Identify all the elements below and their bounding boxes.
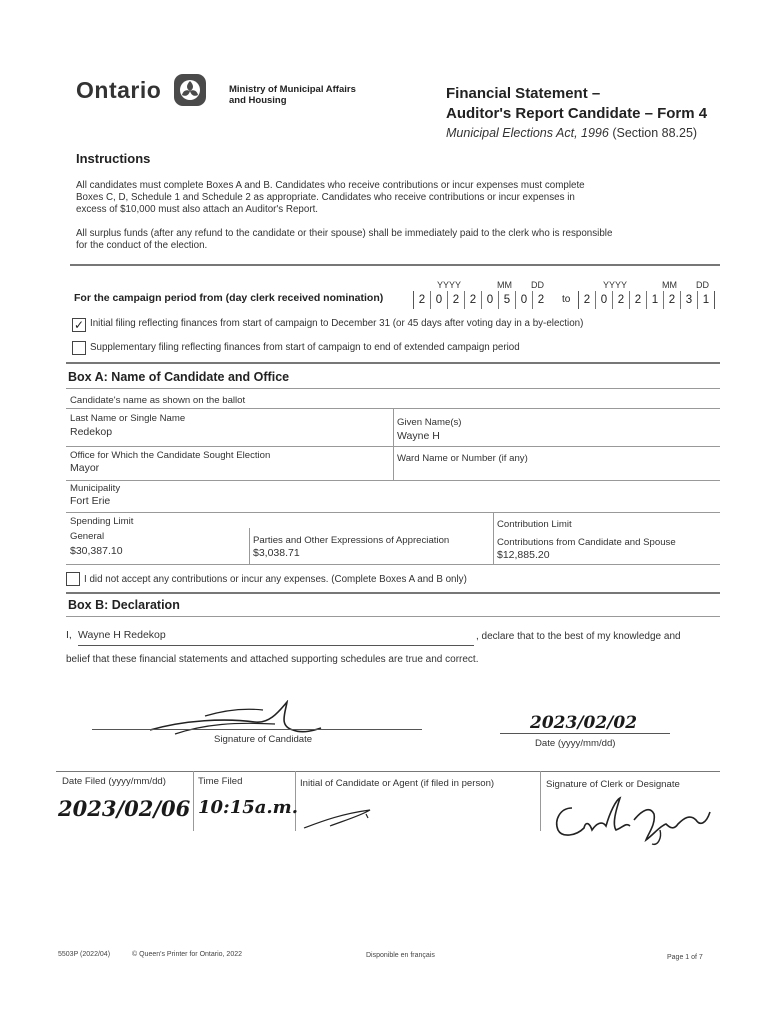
filing-top-rule bbox=[56, 771, 720, 772]
act-section: (Section 88.25) bbox=[612, 126, 698, 140]
contribution-limit-field[interactable]: $12,885.20 bbox=[497, 549, 550, 561]
supplementary-filing-label: Supplementary filing reflecting finances from start of campaign to end of extended campaign period bbox=[90, 342, 520, 353]
date-filed-handwritten[interactable]: 2023/02/06 bbox=[58, 796, 191, 821]
name-column-divider bbox=[393, 408, 394, 480]
to-digit: 2 bbox=[612, 291, 629, 309]
initial-filing-label: Initial filing reflecting finances from start of campaign to December 31 (or 45 days after voting day in a by-election) bbox=[90, 318, 584, 329]
to-digit: 2 bbox=[578, 291, 595, 309]
instructions-heading: Instructions bbox=[76, 151, 151, 166]
ontario-logo-text: Ontario bbox=[76, 77, 162, 103]
to-digit: 1 bbox=[697, 291, 715, 309]
date-label: Date (yyyy/mm/dd) bbox=[535, 738, 616, 749]
from-dd-header: DD bbox=[531, 280, 544, 290]
contribution-column-divider bbox=[493, 512, 494, 564]
limits-divider bbox=[66, 564, 720, 565]
municipality-label: Municipality bbox=[70, 483, 121, 494]
filing-divider-3 bbox=[540, 771, 541, 831]
supplementary-filing-checkbox[interactable] bbox=[72, 341, 86, 355]
from-digit: 2 bbox=[447, 291, 464, 309]
form-code: 5503P (2022/04) bbox=[58, 951, 111, 958]
ward-label: Ward Name or Number (if any) bbox=[397, 453, 528, 464]
to-yyyy-header: YYYY bbox=[603, 280, 628, 290]
name-divider bbox=[66, 446, 720, 447]
date-filed-label: Date Filed (yyyy/mm/dd) bbox=[62, 776, 166, 787]
box-b-heading: Box B: Declaration bbox=[68, 598, 180, 612]
instructions-para1-line2: Boxes C, D, Schedule 1 and Schedule 2 as appropriate. Candidates who receive contributions or incur expenses in bbox=[76, 192, 575, 203]
office-label: Office for Which the Candidate Sought Election bbox=[70, 450, 271, 461]
from-digit: 2 bbox=[413, 291, 430, 309]
form-title-line1: Financial Statement – bbox=[446, 85, 601, 102]
contribution-sub-label: Contributions from Candidate and Spouse bbox=[497, 537, 676, 548]
box-a-heading: Box A: Name of Candidate and Office bbox=[68, 370, 290, 384]
box-a-divider bbox=[66, 388, 720, 389]
instructions-para2-line2: for the conduct of the election. bbox=[76, 240, 208, 251]
from-digit: 2 bbox=[532, 291, 549, 309]
office-divider bbox=[66, 480, 720, 481]
time-filed-label: Time Filed bbox=[198, 776, 243, 787]
form-subtitle bbox=[446, 126, 697, 140]
from-digit: 0 bbox=[430, 291, 447, 309]
declare-line2: belief that these financial statements and attached supporting schedules are true and correct. bbox=[66, 654, 479, 665]
instructions-para1 bbox=[76, 180, 585, 216]
instructions-para2 bbox=[76, 228, 612, 252]
spending-column-divider bbox=[249, 528, 250, 564]
to-digit: 1 bbox=[646, 291, 663, 309]
box-a-top-rule bbox=[66, 362, 720, 364]
office-field[interactable]: Mayor bbox=[70, 462, 100, 474]
to-digit: 0 bbox=[595, 291, 612, 309]
instructions-para1-line3: excess of $10,000 must also attach an Auditor's Report. bbox=[76, 204, 319, 215]
campaign-period-label: For the campaign period from (day clerk received nomination) bbox=[74, 292, 384, 304]
clerk-signature-label: Signature of Clerk or Designate bbox=[546, 779, 680, 790]
from-digit: 2 bbox=[464, 291, 481, 309]
given-name-field[interactable]: Wayne H bbox=[397, 430, 440, 442]
declaration-date-handwritten[interactable]: 2023/02/02 bbox=[530, 713, 638, 733]
to-mm-header: MM bbox=[662, 280, 677, 290]
clerk-signature bbox=[550, 790, 720, 848]
declare-prefix: I, bbox=[66, 629, 72, 641]
instructions-para2-line1: All surplus funds (after any refund to the candidate or their spouse) shall be immediately paid to the clerk who is responsible bbox=[76, 228, 613, 239]
signature-line bbox=[92, 729, 422, 730]
from-digit: 0 bbox=[515, 291, 532, 309]
copyright: © Queen's Printer for Ontario, 2022 bbox=[132, 951, 242, 958]
period-to-label: to bbox=[562, 294, 571, 305]
ballot-note: Candidate's name as shown on the ballot bbox=[70, 395, 246, 406]
parties-limit-field[interactable]: $3,038.71 bbox=[253, 547, 300, 559]
page-number: Page 1 of 7 bbox=[667, 954, 703, 961]
ministry-line2: and Housing bbox=[229, 95, 287, 106]
declarant-name-field[interactable]: Wayne H Redekop bbox=[78, 629, 166, 641]
from-date-field[interactable] bbox=[413, 291, 549, 309]
general-limit-field[interactable]: $30,387.10 bbox=[70, 545, 123, 557]
given-name-label: Given Name(s) bbox=[397, 417, 462, 428]
municipality-divider bbox=[66, 512, 720, 513]
ministry-line1: Ministry of Municipal Affairs bbox=[229, 84, 356, 95]
declarant-name-line bbox=[78, 645, 474, 646]
contribution-limit-label: Contribution Limit bbox=[497, 519, 572, 530]
municipality-field[interactable]: Fort Erie bbox=[70, 495, 111, 507]
from-mm-header: MM bbox=[497, 280, 512, 290]
declare-suffix: , declare that to the best of my knowledge and bbox=[476, 631, 681, 642]
date-line bbox=[500, 733, 670, 734]
from-digit: 0 bbox=[481, 291, 498, 309]
initial-filing-checkbox[interactable]: ✓ bbox=[73, 318, 85, 332]
from-digit: 5 bbox=[498, 291, 515, 309]
section-divider bbox=[70, 264, 720, 266]
no-contributions-checkbox[interactable] bbox=[66, 572, 80, 586]
trillium-logo-icon bbox=[173, 73, 207, 107]
to-date-field[interactable] bbox=[578, 291, 715, 309]
form-title-line2: Auditor's Report Candidate – Form 4 bbox=[446, 105, 708, 122]
french-availability: Disponible en français bbox=[366, 952, 435, 959]
box-b-top-rule bbox=[66, 592, 720, 594]
general-label: General bbox=[70, 531, 105, 542]
initial-agent-label: Initial of Candidate or Agent (if filed in person) bbox=[300, 778, 495, 789]
agent-initial-mark bbox=[300, 800, 390, 834]
box-b-divider bbox=[66, 616, 720, 617]
last-name-label: Last Name or Single Name bbox=[70, 413, 186, 424]
from-yyyy-header: YYYY bbox=[437, 280, 462, 290]
to-digit: 2 bbox=[629, 291, 646, 309]
to-dd-header: DD bbox=[696, 280, 709, 290]
act-name: Municipal Elections Act, 1996 bbox=[446, 126, 609, 140]
to-digit: 2 bbox=[663, 291, 680, 309]
filing-divider-1 bbox=[193, 771, 194, 831]
last-name-field[interactable]: Redekop bbox=[70, 426, 113, 438]
form-title bbox=[446, 84, 707, 124]
time-filed-handwritten[interactable]: 10:15a.m. bbox=[198, 797, 298, 818]
to-digit: 3 bbox=[680, 291, 697, 309]
parties-label: Parties and Other Expressions of Appreciation bbox=[253, 535, 450, 546]
instructions-para1-line1: All candidates must complete Boxes A and B. Candidates who receive contributions or incur expenses must complete bbox=[76, 180, 585, 191]
no-contributions-label: I did not accept any contributions or incur any expenses. (Complete Boxes A and B only) bbox=[84, 574, 467, 585]
spending-limit-label: Spending Limit bbox=[70, 516, 134, 527]
signature-label: Signature of Candidate bbox=[214, 734, 313, 745]
ministry-name bbox=[229, 84, 399, 106]
